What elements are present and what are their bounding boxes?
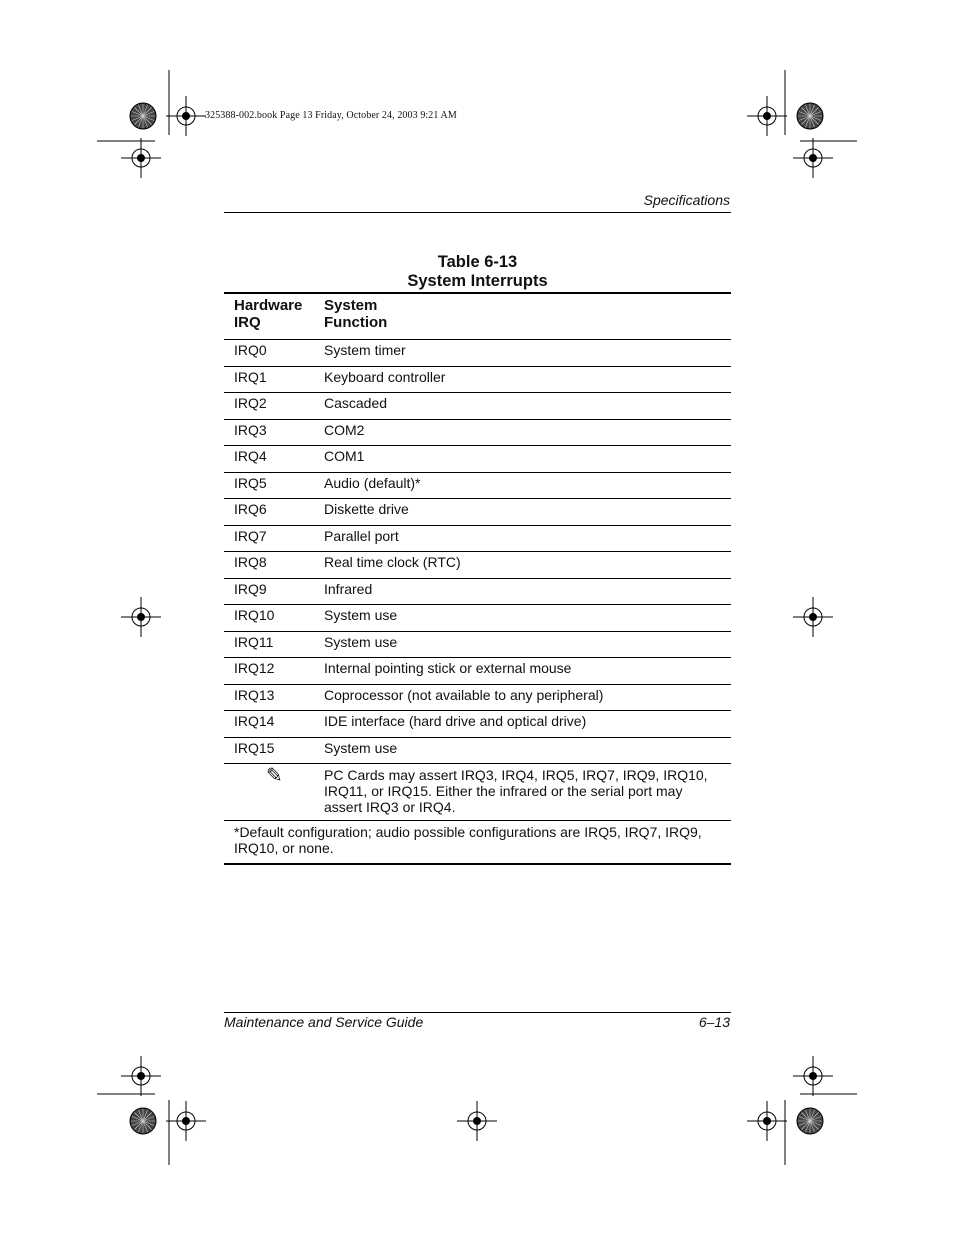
function-cell: System use (324, 633, 398, 650)
table-row (224, 684, 731, 711)
irq-cell: IRQ12 (234, 660, 275, 676)
table-row (224, 499, 731, 526)
footnote-line: IRQ10, or none. (234, 840, 334, 856)
column-header-hardware-irq (224, 293, 324, 340)
function-cell: Keyboard controller (324, 368, 446, 385)
running-head: Specifications (643, 192, 730, 208)
note-line: IRQ11, or IRQ15. Either the infrared or the serial port may (324, 783, 683, 799)
column-header-line: Hardware (234, 297, 303, 314)
pencil-icon: ✎ (266, 765, 283, 787)
irq-cell: IRQ7 (234, 527, 267, 544)
function-cell: COM2 (324, 421, 365, 438)
function-cell: Audio (default)* (324, 474, 421, 491)
footer-guide-title: Maintenance and Service Guide (224, 1014, 424, 1030)
table-row (224, 658, 731, 685)
function-cell: Infrared (324, 580, 373, 597)
table-header-row (224, 293, 731, 340)
function-cell: Internal pointing stick or external mouse (324, 660, 572, 676)
footnote-text (224, 821, 731, 865)
table-row (224, 340, 731, 367)
print-header: 325388-002.book Page 13 Friday, October 24, 2003 9:21 AM (205, 110, 457, 121)
function-cell: IDE interface (hard drive and optical drive) (324, 713, 587, 729)
irq-cell: IRQ1 (234, 368, 267, 385)
irq-cell: IRQ11 (234, 633, 274, 650)
function-cell: Diskette drive (324, 501, 409, 517)
note-icon-cell (224, 764, 324, 821)
function-cell: Real time clock (RTC) (324, 554, 461, 570)
table-row (224, 366, 731, 393)
table-row (224, 472, 731, 499)
function-cell: Coprocessor (not available to any peripheral) (324, 686, 604, 703)
table-row (224, 605, 731, 632)
table-number: Table 6-13 (437, 253, 518, 271)
irq-cell: IRQ0 (234, 342, 267, 358)
footnote-row (224, 821, 731, 865)
irq-cell: IRQ10 (234, 607, 275, 623)
irq-cell: IRQ4 (234, 448, 267, 464)
column-header-line: IRQ (234, 314, 261, 331)
column-header-line: Function (324, 314, 388, 331)
irq-table (224, 292, 731, 865)
table-row (224, 631, 731, 658)
function-cell: Cascaded (324, 395, 388, 411)
table-row (224, 552, 731, 579)
table-row (224, 525, 731, 552)
table-caption (224, 253, 731, 291)
irq-cell: IRQ8 (234, 554, 267, 570)
header-rule (224, 212, 731, 213)
irq-cell: IRQ5 (234, 474, 267, 491)
note-line: assert IRQ3 or IRQ4. (324, 799, 456, 815)
table-row (224, 578, 731, 605)
irq-cell: IRQ9 (234, 580, 267, 597)
irq-cell: IRQ13 (234, 686, 275, 703)
column-header-line: System (324, 297, 378, 314)
function-cell: System use (324, 607, 398, 623)
note-row (224, 764, 731, 821)
irq-cell: IRQ3 (234, 421, 267, 438)
irq-cell: IRQ2 (234, 395, 267, 411)
irq-cell: IRQ14 (234, 713, 275, 729)
footnote-line: *Default configuration; audio possible configurations are IRQ5, IRQ7, IRQ9, (234, 824, 702, 840)
table-row (224, 737, 731, 764)
footer-rule (224, 1012, 731, 1013)
note-line: PC Cards may assert IRQ3, IRQ4, IRQ5, IRQ7, IRQ9, IRQ10, (324, 767, 708, 783)
column-header-system-function (324, 293, 731, 340)
function-cell: System timer (324, 342, 406, 358)
note-text (324, 764, 731, 821)
table-row (224, 419, 731, 446)
function-cell: System use (324, 739, 398, 756)
table-title: System Interrupts (407, 272, 548, 290)
function-cell: Parallel port (324, 527, 399, 544)
function-cell: COM1 (324, 448, 365, 464)
table-row (224, 711, 731, 738)
table-row (224, 446, 731, 473)
footer-page-number: 6–13 (698, 1014, 730, 1030)
irq-cell: IRQ6 (234, 501, 267, 517)
irq-cell: IRQ15 (234, 739, 275, 756)
table-row (224, 393, 731, 420)
